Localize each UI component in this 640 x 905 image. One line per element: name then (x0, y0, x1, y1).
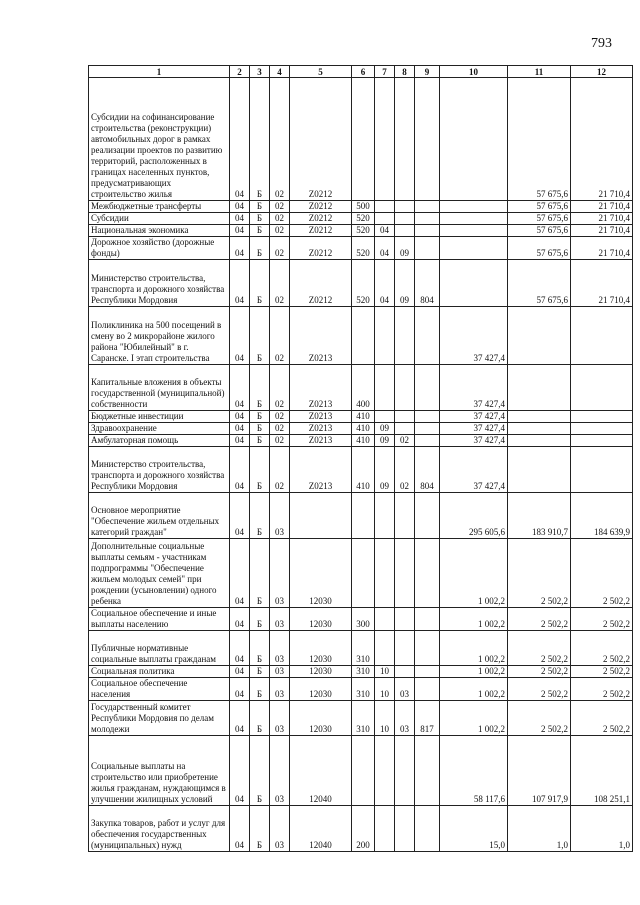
section-code-cell: 04 (230, 631, 250, 666)
expense-type-cell: 300 (352, 608, 375, 631)
program-code-cell: Б (250, 78, 270, 201)
ministry-code-cell (415, 806, 440, 852)
division-cell (375, 631, 395, 666)
section-code-cell: 04 (230, 666, 250, 678)
table-row (89, 237, 633, 260)
ministry-code-cell (415, 78, 440, 201)
ministry-code-cell (415, 435, 440, 447)
target-code-cell: Z0212 (290, 78, 352, 201)
item-name-cell: Поликлиника на 500 посещений в смену во 2 микрорайоне жилого района "Юбилейный" в г. Саранске. I этап строительства (89, 307, 230, 365)
amount-2022-cell: 57 675,6 (508, 260, 571, 307)
table-row (89, 411, 633, 423)
subprogram-code-cell: 03 (270, 666, 290, 678)
subdivision-cell: 02 (395, 447, 415, 493)
target-code-cell: Z0213 (290, 423, 352, 435)
table-header-row (89, 66, 633, 78)
expense-type-cell (352, 78, 375, 201)
subprogram-code-cell: 03 (270, 678, 290, 701)
amount-2022-cell: 2 502,2 (508, 631, 571, 666)
amount-2022-cell (508, 435, 571, 447)
amount-2023-cell: 21 710,4 (571, 78, 633, 201)
target-code-cell: Z0212 (290, 213, 352, 225)
expense-type-cell (352, 736, 375, 806)
amount-2022-cell: 2 502,2 (508, 539, 571, 608)
subdivision-cell (395, 631, 415, 666)
item-name-cell: Социальная политика (89, 666, 230, 678)
amount-2023-cell: 2 502,2 (571, 666, 633, 678)
amount-2022-cell: 57 675,6 (508, 78, 571, 201)
amount-2023-cell: 2 502,2 (571, 678, 633, 701)
column-header: 1 (89, 66, 230, 78)
expense-type-cell: 520 (352, 260, 375, 307)
expense-type-cell: 310 (352, 678, 375, 701)
expense-type-cell: 520 (352, 213, 375, 225)
section-code-cell: 04 (230, 701, 250, 736)
subdivision-cell (395, 736, 415, 806)
target-code-cell: Z0213 (290, 447, 352, 493)
item-name-cell: Закупка товаров, работ и услуг для обеспечения государственных (муниципальных) нужд (89, 806, 230, 852)
division-cell (375, 493, 395, 539)
amount-2021-cell (440, 237, 508, 260)
amount-2021-cell (440, 201, 508, 213)
subdivision-cell (395, 608, 415, 631)
subprogram-code-cell: 02 (270, 435, 290, 447)
amount-2021-cell: 37 427,4 (440, 423, 508, 435)
section-code-cell: 04 (230, 365, 250, 411)
item-name-cell: Амбулаторная помощь (89, 435, 230, 447)
expense-type-cell: 310 (352, 666, 375, 678)
amount-2023-cell: 108 251,1 (571, 736, 633, 806)
item-name-cell: Национальная экономика (89, 225, 230, 237)
amount-2021-cell: 1 002,2 (440, 701, 508, 736)
expense-type-cell: 410 (352, 435, 375, 447)
section-code-cell: 04 (230, 435, 250, 447)
program-code-cell: Б (250, 213, 270, 225)
table-row (89, 435, 633, 447)
amount-2023-cell: 1,0 (571, 806, 633, 852)
ministry-code-cell (415, 213, 440, 225)
amount-2022-cell (508, 411, 571, 423)
item-name-cell: Субсидии на софинансирование строительства (реконструкции) автомобильных дорог в рамках реализации проектов по развитию территорий, расположенных в границах населенных пунктов, предусматривающих строительство жилья (89, 78, 230, 201)
amount-2023-cell (571, 365, 633, 411)
table-row (89, 78, 633, 201)
subprogram-code-cell: 03 (270, 539, 290, 608)
program-code-cell: Б (250, 225, 270, 237)
target-code-cell: Z0213 (290, 435, 352, 447)
amount-2022-cell: 57 675,6 (508, 237, 571, 260)
target-code-cell: 12040 (290, 806, 352, 852)
target-code-cell: Z0212 (290, 260, 352, 307)
amount-2022-cell (508, 423, 571, 435)
division-cell: 10 (375, 701, 395, 736)
program-code-cell: Б (250, 447, 270, 493)
amount-2022-cell: 57 675,6 (508, 201, 571, 213)
section-code-cell: 04 (230, 447, 250, 493)
column-header: 9 (415, 66, 440, 78)
budget-table (88, 65, 633, 852)
program-code-cell: Б (250, 411, 270, 423)
ministry-code-cell (415, 411, 440, 423)
subprogram-code-cell: 03 (270, 493, 290, 539)
division-cell (375, 736, 395, 806)
item-name-cell: Основное мероприятие "Обеспечение жильем отдельных категорий граждан" (89, 493, 230, 539)
subdivision-cell (395, 423, 415, 435)
division-cell (375, 365, 395, 411)
target-code-cell: 12030 (290, 539, 352, 608)
amount-2021-cell (440, 78, 508, 201)
column-header: 11 (508, 66, 571, 78)
target-code-cell: 12040 (290, 736, 352, 806)
subprogram-code-cell: 03 (270, 736, 290, 806)
column-header: 3 (250, 66, 270, 78)
table-row (89, 608, 633, 631)
subprogram-code-cell: 02 (270, 225, 290, 237)
division-cell: 10 (375, 666, 395, 678)
program-code-cell: Б (250, 435, 270, 447)
column-header: 7 (375, 66, 395, 78)
subprogram-code-cell: 02 (270, 447, 290, 493)
amount-2021-cell: 1 002,2 (440, 539, 508, 608)
expense-type-cell (352, 493, 375, 539)
section-code-cell: 04 (230, 225, 250, 237)
item-name-cell: Государственный комитет Республики Мордовия по делам молодежи (89, 701, 230, 736)
item-name-cell: Министерство строительства, транспорта и дорожного хозяйства Республики Мордовия (89, 447, 230, 493)
ministry-code-cell (415, 631, 440, 666)
subdivision-cell (395, 201, 415, 213)
program-code-cell: Б (250, 307, 270, 365)
section-code-cell: 04 (230, 806, 250, 852)
ministry-code-cell (415, 493, 440, 539)
table-row (89, 666, 633, 678)
amount-2022-cell: 1,0 (508, 806, 571, 852)
item-name-cell: Социальное обеспечение населения (89, 678, 230, 701)
amount-2022-cell (508, 365, 571, 411)
subprogram-code-cell: 02 (270, 365, 290, 411)
expense-type-cell: 400 (352, 365, 375, 411)
section-code-cell: 04 (230, 78, 250, 201)
subdivision-cell (395, 411, 415, 423)
column-header: 8 (395, 66, 415, 78)
subdivision-cell: 09 (395, 260, 415, 307)
amount-2023-cell (571, 411, 633, 423)
item-name-cell: Дополнительные социальные выплаты семьям - участникам подпрограммы "Обеспечение жильем молодых семей" при рождении (усыновлении) одного ребенка (89, 539, 230, 608)
program-code-cell: Б (250, 678, 270, 701)
ministry-code-cell: 817 (415, 701, 440, 736)
expense-type-cell (352, 539, 375, 608)
expense-type-cell: 410 (352, 423, 375, 435)
page-number: 793 (591, 36, 612, 51)
target-code-cell: Z0212 (290, 237, 352, 260)
amount-2022-cell (508, 447, 571, 493)
amount-2021-cell: 295 605,6 (440, 493, 508, 539)
division-cell (375, 806, 395, 852)
amount-2023-cell: 21 710,4 (571, 213, 633, 225)
amount-2021-cell: 37 427,4 (440, 307, 508, 365)
subdivision-cell (395, 307, 415, 365)
amount-2021-cell: 1 002,2 (440, 608, 508, 631)
program-code-cell: Б (250, 423, 270, 435)
ministry-code-cell (415, 237, 440, 260)
amount-2023-cell: 184 639,9 (571, 493, 633, 539)
table-row (89, 201, 633, 213)
amount-2021-cell: 1 002,2 (440, 678, 508, 701)
amount-2023-cell: 21 710,4 (571, 201, 633, 213)
program-code-cell: Б (250, 201, 270, 213)
section-code-cell: 04 (230, 307, 250, 365)
amount-2021-cell: 1 002,2 (440, 631, 508, 666)
table-row (89, 493, 633, 539)
table-row (89, 678, 633, 701)
expense-type-cell (352, 307, 375, 365)
division-cell (375, 201, 395, 213)
expense-type-cell: 520 (352, 237, 375, 260)
ministry-code-cell (415, 225, 440, 237)
amount-2021-cell (440, 213, 508, 225)
ministry-code-cell (415, 423, 440, 435)
subprogram-code-cell: 02 (270, 237, 290, 260)
program-code-cell: Б (250, 806, 270, 852)
subprogram-code-cell: 02 (270, 260, 290, 307)
amount-2021-cell: 37 427,4 (440, 411, 508, 423)
target-code-cell: Z0213 (290, 307, 352, 365)
subdivision-cell (395, 666, 415, 678)
section-code-cell: 04 (230, 201, 250, 213)
division-cell (375, 78, 395, 201)
subprogram-code-cell: 03 (270, 701, 290, 736)
amount-2021-cell: 1 002,2 (440, 666, 508, 678)
amount-2021-cell (440, 260, 508, 307)
division-cell (375, 307, 395, 365)
division-cell (375, 213, 395, 225)
amount-2022-cell (508, 307, 571, 365)
subprogram-code-cell: 02 (270, 213, 290, 225)
section-code-cell: 04 (230, 213, 250, 225)
ministry-code-cell: 804 (415, 260, 440, 307)
ministry-code-cell (415, 539, 440, 608)
column-header: 5 (290, 66, 352, 78)
section-code-cell: 04 (230, 493, 250, 539)
target-code-cell: 12030 (290, 608, 352, 631)
item-name-cell: Здравоохранение (89, 423, 230, 435)
column-header: 12 (571, 66, 633, 78)
amount-2023-cell (571, 307, 633, 365)
table-row (89, 260, 633, 307)
subdivision-cell (395, 78, 415, 201)
target-code-cell: Z0213 (290, 365, 352, 411)
table-row (89, 701, 633, 736)
amount-2022-cell: 2 502,2 (508, 666, 571, 678)
item-name-cell: Бюджетные инвестиции (89, 411, 230, 423)
program-code-cell: Б (250, 539, 270, 608)
amount-2022-cell: 183 910,7 (508, 493, 571, 539)
target-code-cell: 12030 (290, 701, 352, 736)
table-row (89, 423, 633, 435)
subdivision-cell: 03 (395, 678, 415, 701)
division-cell: 09 (375, 435, 395, 447)
target-code-cell: Z0212 (290, 225, 352, 237)
subprogram-code-cell: 02 (270, 423, 290, 435)
ministry-code-cell (415, 608, 440, 631)
amount-2022-cell: 107 917,9 (508, 736, 571, 806)
subprogram-code-cell: 03 (270, 806, 290, 852)
program-code-cell: Б (250, 701, 270, 736)
amount-2023-cell (571, 435, 633, 447)
subdivision-cell (395, 806, 415, 852)
division-cell: 09 (375, 423, 395, 435)
division-cell (375, 411, 395, 423)
subprogram-code-cell: 03 (270, 608, 290, 631)
amount-2022-cell: 2 502,2 (508, 701, 571, 736)
item-name-cell: Капитальные вложения в объекты государственной (муниципальной) собственности (89, 365, 230, 411)
item-name-cell: Межбюджетные трансферты (89, 201, 230, 213)
division-cell (375, 608, 395, 631)
division-cell: 04 (375, 260, 395, 307)
expense-type-cell: 410 (352, 447, 375, 493)
amount-2022-cell: 57 675,6 (508, 225, 571, 237)
ministry-code-cell (415, 666, 440, 678)
expense-type-cell: 310 (352, 701, 375, 736)
subdivision-cell (395, 225, 415, 237)
target-code-cell: 12030 (290, 666, 352, 678)
ministry-code-cell (415, 678, 440, 701)
ministry-code-cell (415, 201, 440, 213)
subprogram-code-cell: 03 (270, 631, 290, 666)
section-code-cell: 04 (230, 678, 250, 701)
expense-type-cell: 500 (352, 201, 375, 213)
expense-type-cell: 200 (352, 806, 375, 852)
column-header: 2 (230, 66, 250, 78)
section-code-cell: 04 (230, 423, 250, 435)
amount-2021-cell: 58 117,6 (440, 736, 508, 806)
table-row (89, 307, 633, 365)
subprogram-code-cell: 02 (270, 201, 290, 213)
subdivision-cell (395, 365, 415, 411)
subdivision-cell: 02 (395, 435, 415, 447)
target-code-cell: Z0212 (290, 201, 352, 213)
subdivision-cell: 09 (395, 237, 415, 260)
table-row (89, 631, 633, 666)
program-code-cell: Б (250, 608, 270, 631)
ministry-code-cell (415, 365, 440, 411)
ministry-code-cell: 804 (415, 447, 440, 493)
table-row (89, 736, 633, 806)
division-cell: 04 (375, 225, 395, 237)
program-code-cell: Б (250, 736, 270, 806)
item-name-cell: Социальное обеспечение и иные выплаты населению (89, 608, 230, 631)
amount-2023-cell: 2 502,2 (571, 608, 633, 631)
target-code-cell: 12030 (290, 631, 352, 666)
subprogram-code-cell: 02 (270, 307, 290, 365)
section-code-cell: 04 (230, 608, 250, 631)
item-name-cell: Социальные выплаты на строительство или приобретение жилья гражданам, нуждающимся в улучшении жилищных условий (89, 736, 230, 806)
section-code-cell: 04 (230, 237, 250, 260)
amount-2022-cell: 57 675,6 (508, 213, 571, 225)
amount-2021-cell (440, 225, 508, 237)
ministry-code-cell (415, 307, 440, 365)
amount-2021-cell: 15,0 (440, 806, 508, 852)
program-code-cell: Б (250, 365, 270, 411)
table-row (89, 806, 633, 852)
amount-2023-cell (571, 447, 633, 493)
section-code-cell: 04 (230, 260, 250, 307)
program-code-cell: Б (250, 666, 270, 678)
amount-2023-cell: 2 502,2 (571, 539, 633, 608)
expense-type-cell: 310 (352, 631, 375, 666)
subdivision-cell: 03 (395, 701, 415, 736)
expense-type-cell: 520 (352, 225, 375, 237)
program-code-cell: Б (250, 631, 270, 666)
program-code-cell: Б (250, 237, 270, 260)
section-code-cell: 04 (230, 736, 250, 806)
item-name-cell: Дорожное хозяйство (дорожные фонды) (89, 237, 230, 260)
target-code-cell (290, 493, 352, 539)
table-row (89, 365, 633, 411)
section-code-cell: 04 (230, 539, 250, 608)
subdivision-cell (395, 493, 415, 539)
amount-2023-cell: 21 710,4 (571, 225, 633, 237)
amount-2022-cell: 2 502,2 (508, 678, 571, 701)
table-row (89, 447, 633, 493)
amount-2021-cell: 37 427,4 (440, 365, 508, 411)
amount-2023-cell: 2 502,2 (571, 631, 633, 666)
division-cell: 10 (375, 678, 395, 701)
amount-2023-cell: 21 710,4 (571, 237, 633, 260)
subprogram-code-cell: 02 (270, 411, 290, 423)
ministry-code-cell (415, 736, 440, 806)
amount-2023-cell (571, 423, 633, 435)
division-cell: 09 (375, 447, 395, 493)
amount-2023-cell: 21 710,4 (571, 260, 633, 307)
division-cell: 04 (375, 237, 395, 260)
target-code-cell: Z0213 (290, 411, 352, 423)
table-row (89, 539, 633, 608)
column-header: 10 (440, 66, 508, 78)
column-header: 6 (352, 66, 375, 78)
subdivision-cell (395, 539, 415, 608)
subdivision-cell (395, 213, 415, 225)
table-row (89, 225, 633, 237)
item-name-cell: Субсидии (89, 213, 230, 225)
table-row (89, 213, 633, 225)
amount-2021-cell: 37 427,4 (440, 447, 508, 493)
section-code-cell: 04 (230, 411, 250, 423)
expense-type-cell: 410 (352, 411, 375, 423)
table-body (89, 78, 633, 852)
amount-2021-cell: 37 427,4 (440, 435, 508, 447)
subprogram-code-cell: 02 (270, 78, 290, 201)
amount-2022-cell: 2 502,2 (508, 608, 571, 631)
division-cell (375, 539, 395, 608)
item-name-cell: Министерство строительства, транспорта и дорожного хозяйства Республики Мордовия (89, 260, 230, 307)
column-header: 4 (270, 66, 290, 78)
program-code-cell: Б (250, 493, 270, 539)
program-code-cell: Б (250, 260, 270, 307)
item-name-cell: Публичные нормативные социальные выплаты гражданам (89, 631, 230, 666)
target-code-cell: 12030 (290, 678, 352, 701)
amount-2023-cell: 2 502,2 (571, 701, 633, 736)
